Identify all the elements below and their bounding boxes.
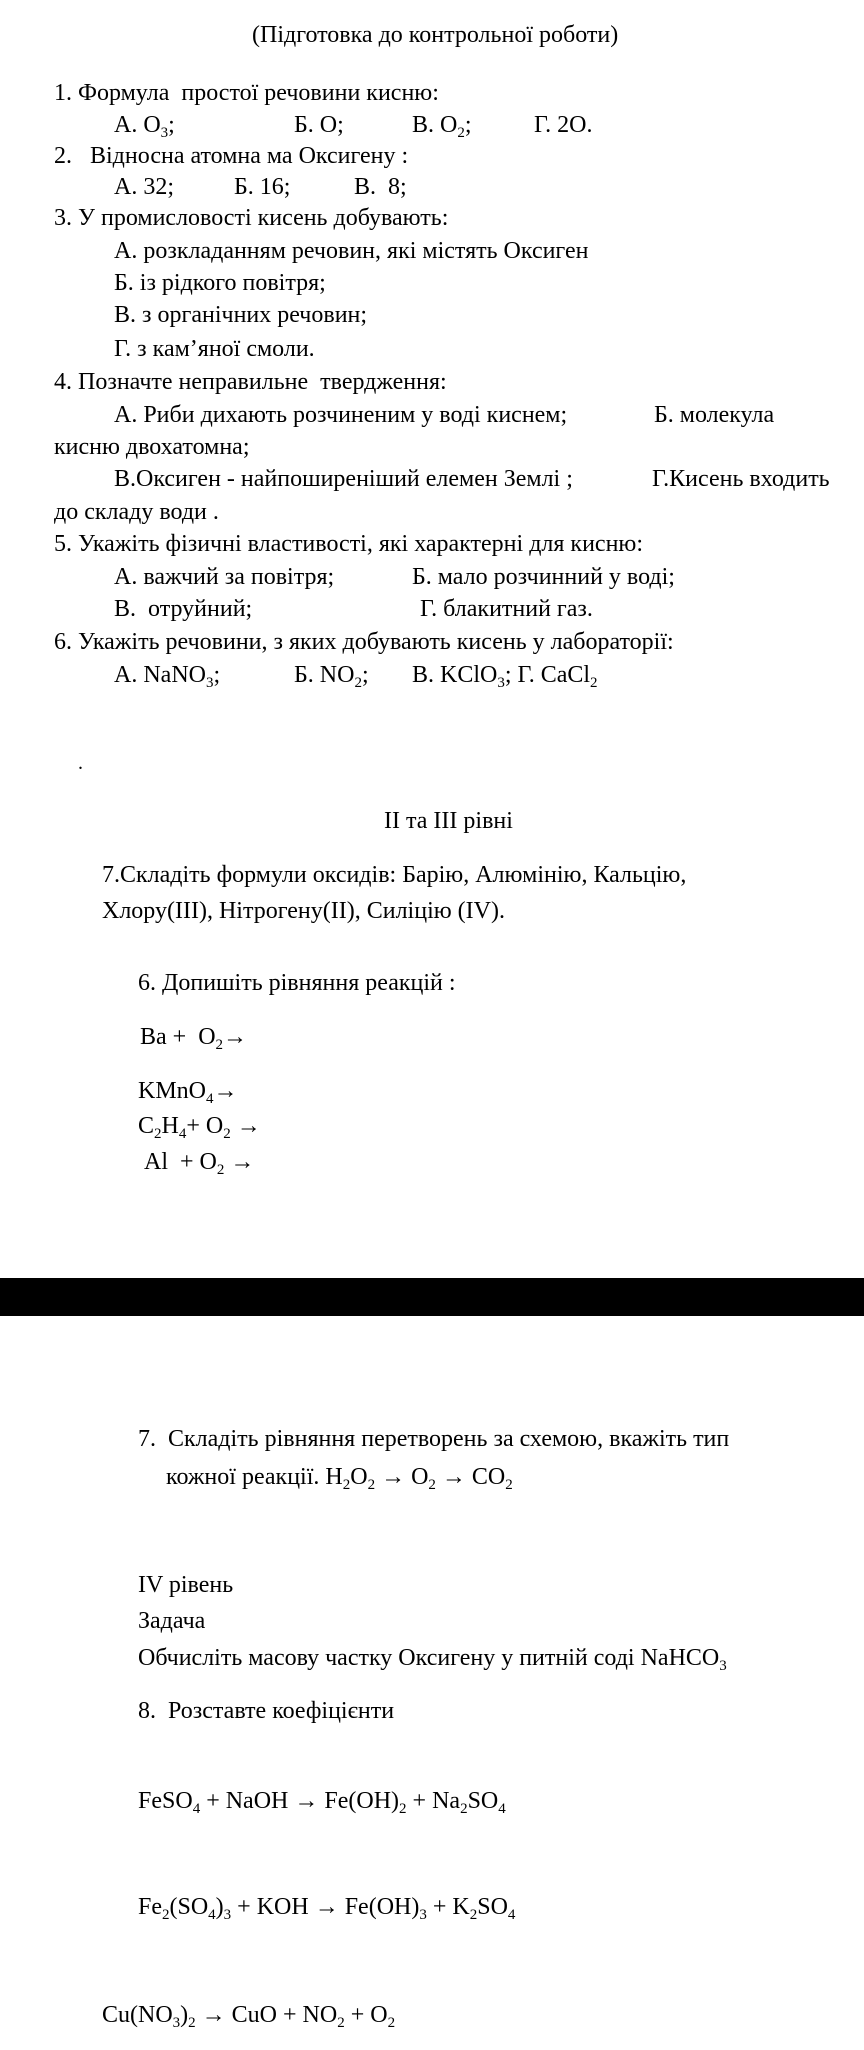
q2-option-b: Б. 16; xyxy=(234,174,291,200)
q3-option-c: В. з органічних речовин; xyxy=(114,302,368,328)
question-2: 2. Відносна атомна ма Оксигену : xyxy=(54,143,409,169)
stray-dot: . xyxy=(78,752,83,774)
equation-c2h4-o2: $C_2H_4+ O_2$ → xyxy=(138,1113,261,1142)
section-heading-levels-2-3: II та III рівні xyxy=(384,808,513,834)
q1-option-b: Б. O; xyxy=(294,112,344,138)
question-3: 3. У промисловості кисень добувають: xyxy=(54,205,449,231)
q5-option-c: В. отруйний; xyxy=(114,596,253,622)
q1-option-d: Г. 2O. xyxy=(534,112,593,138)
task-mass-fraction: Обчисліть масову частку Оксигену у питній соді NaHCO$_3$ xyxy=(138,1645,727,1674)
q4-option-d-continued: до складу води . xyxy=(54,499,219,525)
task-7-transformations-line-2: кожної реакції. $H_2O_2 \to O_2 \to CO_2$ xyxy=(166,1464,513,1493)
task-7-transformations-line-1: 7. Складіть рівняння перетворень за схемою, вкажіть тип xyxy=(138,1426,730,1452)
equation-feso4-naoh: FeSO$_4$ + NaOH → $Fe(OH)_2 + Na_2SO_4$ xyxy=(138,1788,506,1817)
task-6-equations-title: 6. Допишіть рівняння реакцій : xyxy=(138,970,456,996)
q3-option-d: Г. з кам’яної смоли. xyxy=(114,336,315,362)
q5-option-b: Б. мало розчинний у воді; xyxy=(412,564,675,590)
q4-option-a: А. Риби дихають розчиненим у воді киснем; xyxy=(114,402,568,428)
q6-option-b: Б. $NO_2$; xyxy=(294,662,369,691)
question-5: 5. Укажіть фізичні властивості, які характерні для кисню: xyxy=(54,531,644,557)
q4-option-b: Б. молекула xyxy=(654,402,775,428)
equation-al-o2: $Al + O_2$ → xyxy=(144,1149,255,1178)
q5-option-d: Г. блакитний газ. xyxy=(420,596,593,622)
q6-option-c-d: В. KClO$_3$; Г. CaCl$_2$ xyxy=(412,662,598,691)
q1-option-c: В. $O_2$; xyxy=(412,112,472,141)
task-7-oxides-line-2: Хлору(III), Нітрогену(II), Силіцію (IV). xyxy=(102,898,505,924)
divider-bar xyxy=(0,1278,864,1316)
task-label: Задача xyxy=(138,1608,206,1634)
task-7-oxides-line-1: 7.Складіть формули оксидів: Барію, Алюмінію, Кальцію, xyxy=(102,862,687,888)
q4-option-b-continued: кисню двохатомна; xyxy=(54,434,250,460)
page-title: (Підготовка до контрольної роботи) xyxy=(252,22,619,48)
question-4: 4. Позначте неправильне твердження: xyxy=(54,369,447,395)
q4-option-c: В.Оксиген - найпоширеніший елемен Землі ; xyxy=(114,466,573,492)
q4-option-d: Г.Кисень входить xyxy=(652,466,830,492)
question-1: 1. Формула простої речовини кисню: xyxy=(54,80,439,106)
equation-cuno32-decomposition: $Cu(NO_3)_2$ → CuO + $NO_2 + O_2$ xyxy=(102,2002,396,2031)
equation-ba-o2: $Ba + O_2\to$ xyxy=(140,1024,248,1053)
q3-option-a: А. розкладанням речовин, які містять Оксиген xyxy=(114,238,589,264)
equation-fe2so43-koh: $Fe_2(SO_4)_3$ + KOH → $Fe(OH)_3 + K_2SO_4$ xyxy=(138,1894,516,1923)
equation-kmno4: KMnO$_4$→ xyxy=(138,1078,238,1107)
task-8-coefficients: 8. Розставте коефіцієнти xyxy=(138,1698,395,1724)
q2-option-a: А. 32; xyxy=(114,174,174,200)
question-6: 6. Укажіть речовини, з яких добувають кисень у лабораторії: xyxy=(54,629,674,655)
q1-option-a: А. $O_3$; xyxy=(114,112,175,141)
q6-option-a: А. NaNO$_3$; xyxy=(114,662,221,691)
q2-option-c: В. 8; xyxy=(354,174,407,200)
q5-option-a: А. важчий за повітря; xyxy=(114,564,335,590)
q3-option-b: Б. із рідкого повітря; xyxy=(114,270,326,296)
level-4-heading: IV рівень xyxy=(138,1572,234,1598)
